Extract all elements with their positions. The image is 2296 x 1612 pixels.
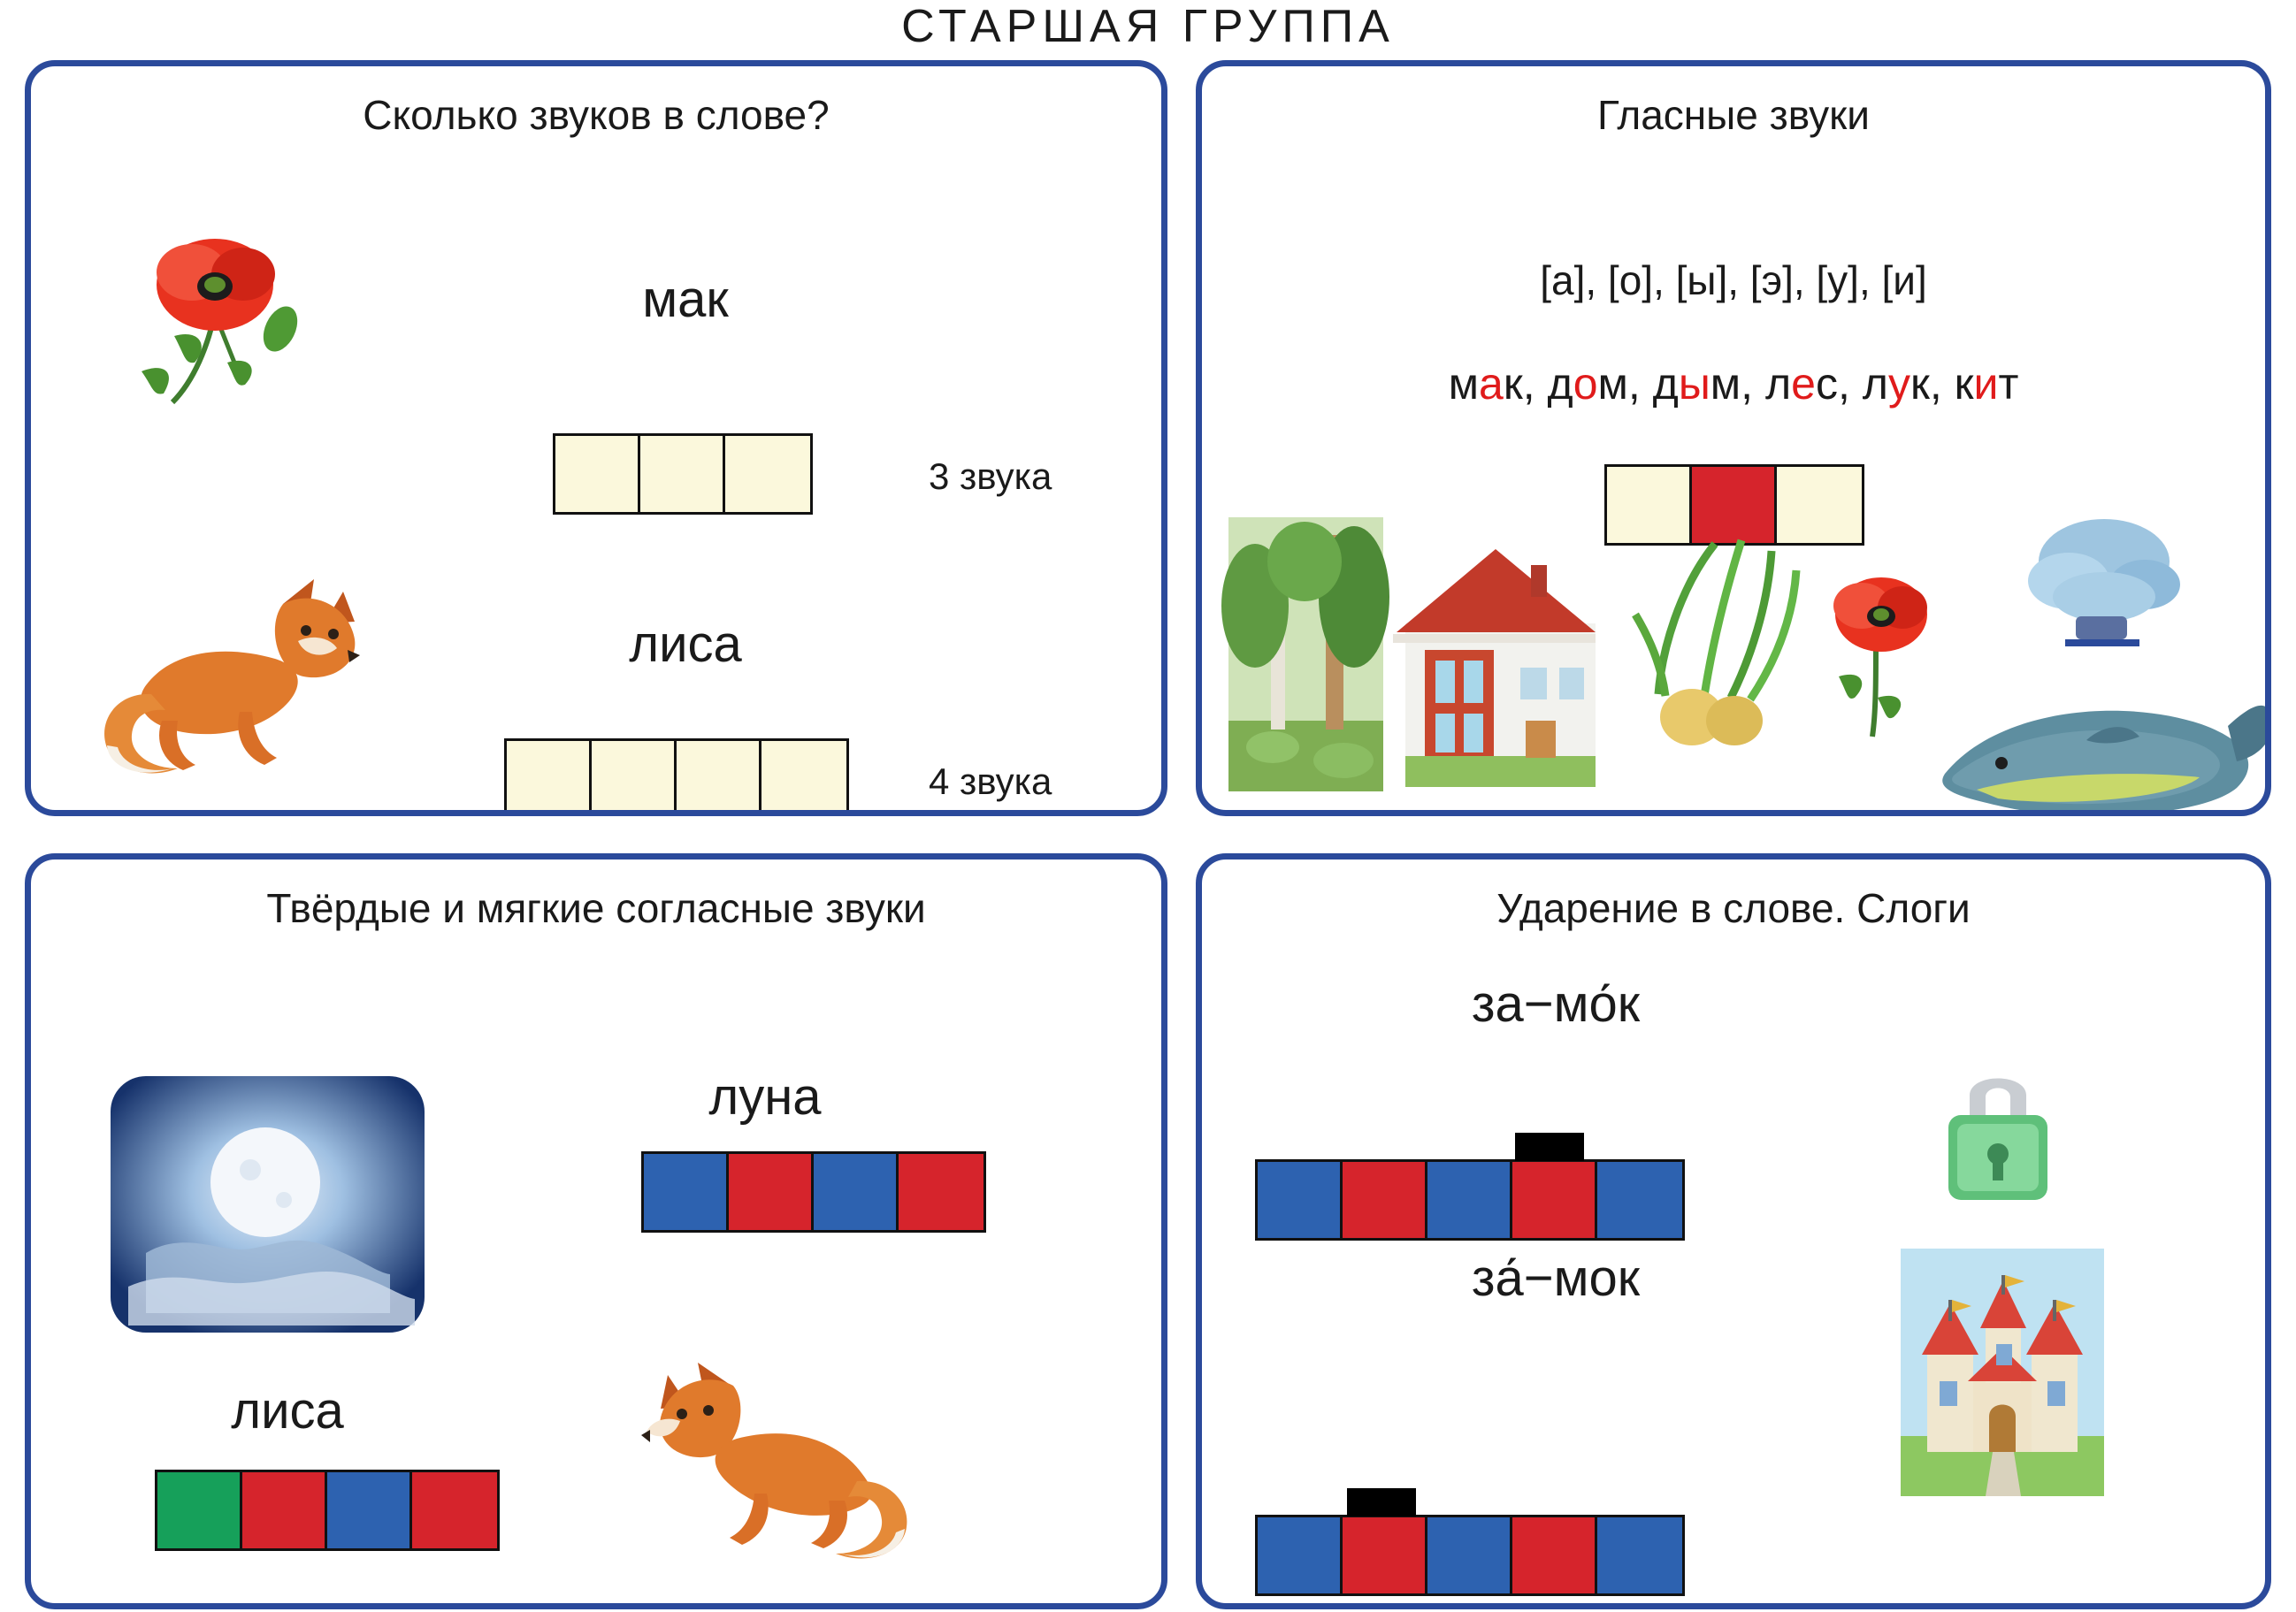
steam-kettle-image — [2028, 519, 2180, 646]
scheme-cell — [507, 741, 592, 816]
sound-scheme-lisa — [504, 738, 849, 816]
vowel-pictures — [1220, 508, 2271, 816]
scheme-cell — [762, 741, 846, 816]
card-sound-count — [25, 60, 1167, 816]
word-mak: мак — [642, 271, 729, 328]
onion-image — [1635, 540, 1796, 745]
card-vowel-sounds — [1196, 60, 2271, 816]
scheme-cell — [814, 1154, 899, 1230]
sound-scheme-mak — [553, 433, 813, 515]
scheme-cell — [1512, 1517, 1597, 1593]
vowel-word-list — [1202, 358, 2265, 409]
whale-image — [1942, 706, 2271, 816]
scheme-cell — [1258, 1517, 1343, 1593]
sound-scheme-lisa-soft — [155, 1470, 500, 1551]
word-luk: лук, — [1862, 359, 1955, 409]
castle-image — [1901, 1249, 2104, 1496]
scheme-cell — [1597, 1517, 1682, 1593]
word-lisa: лиса — [629, 615, 742, 673]
scheme-cell — [1258, 1162, 1343, 1238]
word-luna: луна — [708, 1068, 822, 1126]
card-title: Твёрдые и мягкие согласные звуки — [266, 885, 926, 931]
poppy-flower-image — [1833, 577, 1927, 737]
scheme-cell — [555, 436, 640, 512]
word-kit: кит — [1954, 359, 2019, 409]
scheme-cell — [1343, 1162, 1427, 1238]
moon-image — [111, 1076, 425, 1333]
poppy-flower-image — [111, 230, 323, 420]
scheme-cell — [412, 1472, 497, 1548]
scheme-cell — [729, 1154, 814, 1230]
card-title: Ударение в слове. Слоги — [1496, 885, 1971, 931]
padlock-image — [1918, 1050, 2078, 1218]
scheme-cell — [242, 1472, 327, 1548]
cards-grid — [0, 53, 2296, 1609]
fox-image — [93, 553, 376, 783]
stress-mark — [1347, 1488, 1416, 1517]
house-image — [1393, 549, 1596, 787]
scheme-cell — [1427, 1517, 1512, 1593]
scheme-cell — [640, 436, 725, 512]
scheme-cell — [644, 1154, 729, 1230]
word-zamok-lock: за−мо́к — [1471, 975, 1641, 1033]
scheme-cell — [327, 1472, 412, 1548]
word-dym: дым, — [1652, 359, 1765, 409]
card-title: Гласные звуки — [1597, 92, 1870, 138]
card-stress-syllables — [1196, 853, 2271, 1609]
stress-mark — [1515, 1133, 1584, 1161]
scheme-cell — [1512, 1162, 1597, 1238]
forest-image — [1221, 517, 1389, 791]
scheme-cell — [725, 436, 810, 512]
sound-scheme-luna — [641, 1151, 986, 1233]
sound-scheme-zamok-lock — [1255, 1159, 2271, 1241]
card-hard-soft-consonants — [25, 853, 1167, 1609]
word-dom: дом, — [1547, 359, 1653, 409]
scheme-cell — [899, 1154, 983, 1230]
card-title: Сколько звуков в слове? — [363, 92, 830, 138]
count-label-mak: 3 звука — [929, 455, 1052, 497]
vowel-list: [а], [о], [ы], [э], [у], [и] — [1540, 257, 1927, 303]
scheme-cell — [1597, 1162, 1682, 1238]
count-label-lisa: 4 звука — [929, 760, 1052, 802]
sound-scheme-zamok-castle — [1255, 1515, 2271, 1596]
word-lisa: лиса — [231, 1382, 344, 1440]
scheme-cell — [157, 1472, 242, 1548]
scheme-cell — [1427, 1162, 1512, 1238]
word-zamok-castle: за́−мок — [1471, 1249, 1641, 1307]
word-les: лес, — [1764, 359, 1863, 409]
scheme-cell — [592, 741, 677, 816]
fox-image — [641, 1324, 942, 1571]
page-title: СТАРШАЯ ГРУППА — [901, 1, 1395, 52]
scheme-cell — [677, 741, 762, 816]
scheme-cell — [1343, 1517, 1427, 1593]
word-mak: мак, — [1448, 359, 1548, 409]
